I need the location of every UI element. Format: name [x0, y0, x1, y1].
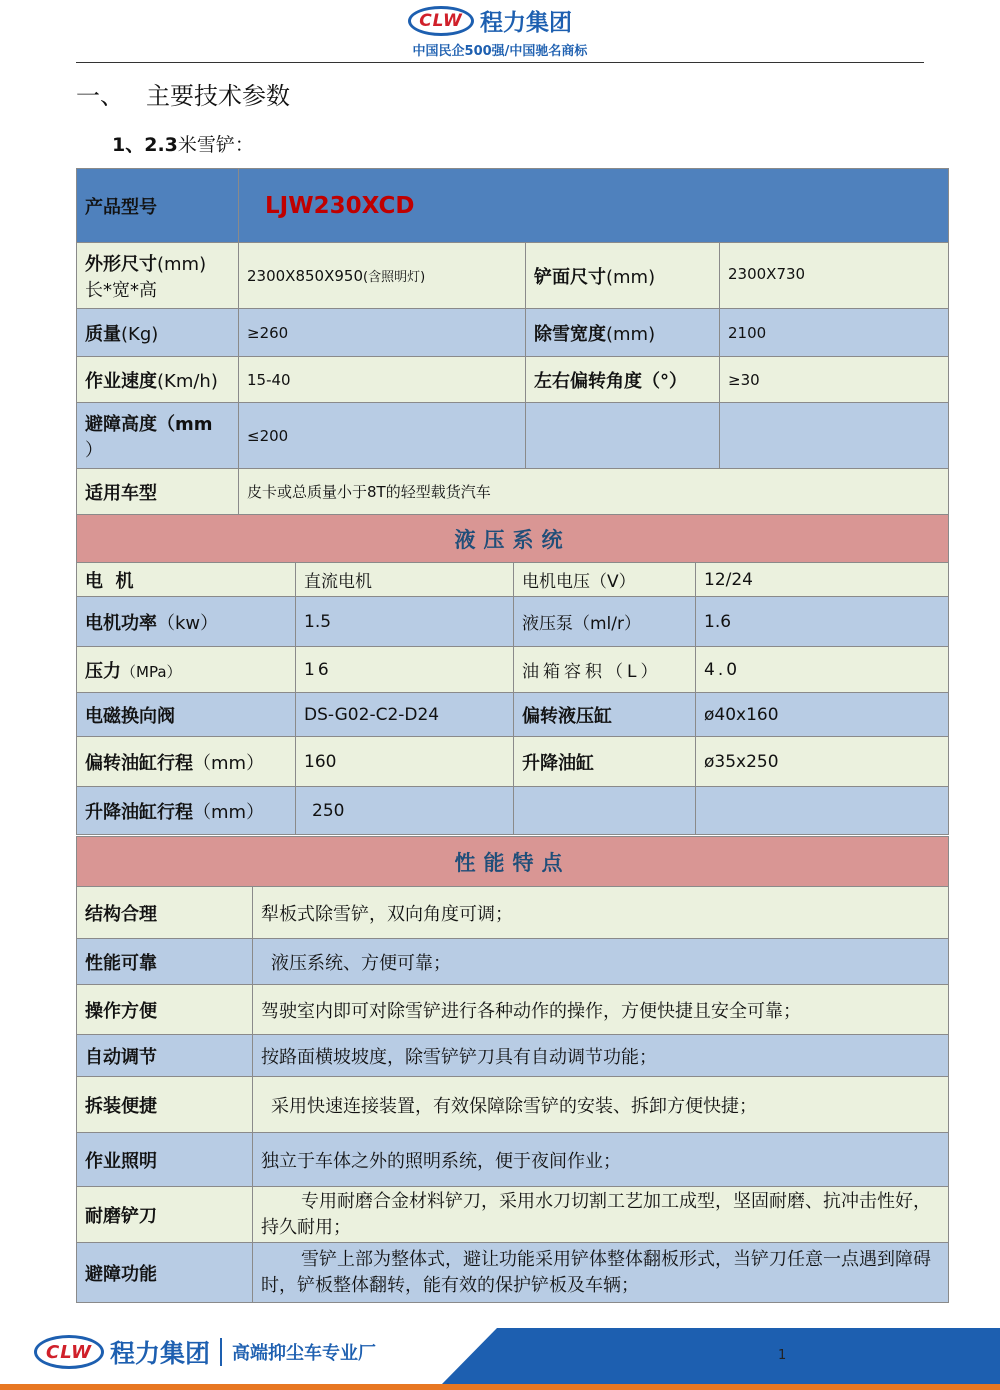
mass-value: ≥260	[239, 309, 526, 357]
feature-label: 自动调节	[77, 1035, 253, 1077]
feature-label: 避障功能	[77, 1243, 253, 1303]
motor-voltage-value: 12/24	[696, 563, 949, 597]
section-number: 一、	[76, 82, 124, 110]
dimension-label-text: 外形尺寸	[85, 253, 157, 275]
table-row	[77, 169, 949, 243]
tank-volume-value: 4.0	[696, 647, 949, 693]
pressure-label	[77, 647, 296, 693]
table-row	[77, 309, 949, 357]
feature-label: 性能可靠	[77, 939, 253, 985]
blade-size-value: 2300X730	[720, 243, 949, 309]
pump-label: 液压泵（ml/r）	[514, 597, 696, 647]
motor-voltage-label: 电机电压（V）	[514, 563, 696, 597]
tank-volume-label: 油箱容积（L）	[514, 647, 696, 693]
clw-logo-mark: CLW	[34, 1335, 104, 1369]
subsection-number: 1、2.3	[112, 134, 178, 156]
solenoid-valve-label: 电磁换向阀	[77, 693, 296, 737]
company-logo	[408, 4, 572, 37]
feature-text: 独立于车体之外的照明系统，便于夜间作业；	[253, 1133, 949, 1187]
table-row	[77, 469, 949, 515]
table-row	[77, 563, 949, 597]
header-divider	[76, 62, 924, 63]
pressure-unit: （MPa）	[121, 662, 182, 681]
speed-unit: (Km/h)	[157, 370, 218, 392]
clear-width-label	[526, 309, 720, 357]
table-row	[77, 647, 949, 693]
brand-name: 程力集团	[480, 10, 572, 36]
dimension-unit: (mm)	[157, 253, 207, 275]
deflection-stroke-unit: （mm）	[193, 752, 265, 774]
table-row	[77, 787, 949, 835]
table-row	[77, 1035, 949, 1077]
table-row	[77, 939, 949, 985]
feature-text: 采用快速连接装置，有效保障除雪铲的安装、拆卸方便快捷；	[253, 1077, 949, 1133]
dimension-sub-label: 长*宽*高	[85, 279, 157, 301]
deflection-cylinder-value: ø40x160	[696, 693, 949, 737]
table-row	[77, 1187, 949, 1243]
page-footer	[0, 1322, 1000, 1390]
page-header	[0, 0, 1000, 62]
pump-value: 1.6	[696, 597, 949, 647]
clear-width-unit: (mm)	[606, 323, 656, 345]
vehicle-type-label: 适用车型	[77, 469, 239, 515]
model-label: 产品型号	[77, 169, 239, 243]
feature-text: 犁板式除雪铲，双向角度可调；	[253, 887, 949, 939]
lift-stroke-label	[77, 787, 296, 835]
deflection-stroke-label-text: 偏转油缸行程	[85, 752, 193, 774]
obstacle-height-value: ≤200	[239, 403, 526, 469]
empty-cell	[514, 787, 696, 835]
blade-size-label-text: 铲面尺寸	[534, 266, 606, 288]
feature-label: 结构合理	[77, 887, 253, 939]
table-row	[77, 243, 949, 309]
table-row	[77, 693, 949, 737]
motor-power-unit: （kw）	[157, 612, 219, 634]
section-title	[76, 76, 290, 111]
speed-value: 15-40	[239, 357, 526, 403]
motor-value: 直流电机	[296, 563, 514, 597]
feature-text: 驾驶室内即可对除雪铲进行各种动作的操作，方便快捷且安全可靠；	[253, 985, 949, 1035]
obstacle-height-label-text: 避障高度（mm	[85, 413, 213, 435]
features-section-band: 性能特点	[77, 837, 949, 887]
empty-cell	[526, 403, 720, 469]
footer-orange-bar	[0, 1384, 1000, 1390]
motor-power-label-text: 电机功率	[85, 612, 157, 634]
feature-text: 按路面横坡坡度，除雪铲铲刀具有自动调节功能；	[253, 1035, 949, 1077]
mass-unit: (Kg)	[121, 323, 159, 345]
dimension-label	[77, 243, 239, 309]
empty-cell	[720, 403, 949, 469]
feature-text: 液压系统、方便可靠；	[253, 939, 949, 985]
table-row	[77, 1243, 949, 1303]
pressure-value: 16	[296, 647, 514, 693]
blade-size-label	[526, 243, 720, 309]
motor-power-value: 1.5	[296, 597, 514, 647]
clear-width-value: 2100	[720, 309, 949, 357]
blade-size-unit: (mm)	[606, 266, 656, 288]
table-row	[77, 515, 949, 563]
subsection-title-text: 米雪铲：	[177, 134, 254, 156]
lift-cylinder-label: 升降油缸	[514, 737, 696, 787]
mass-label-text: 质量	[85, 323, 121, 345]
page-number: 1	[778, 1348, 787, 1363]
section-title-text: 主要技术参数	[146, 82, 290, 110]
subsection-title	[112, 130, 254, 157]
table-row	[77, 1077, 949, 1133]
clw-logo-mark: CLW	[408, 6, 474, 36]
table-row	[77, 985, 949, 1035]
model-value: LJW230XCD	[239, 169, 949, 243]
feature-label: 拆装便捷	[77, 1077, 253, 1133]
table-row	[77, 837, 949, 887]
table-row	[77, 737, 949, 787]
clear-width-label-text: 除雪宽度	[534, 323, 606, 345]
footer-brand-name: 程力集团	[110, 1339, 211, 1368]
table-row	[77, 1133, 949, 1187]
feature-text: 专用耐磨合金材料铲刀，采用水刀切割工艺加工成型，坚固耐磨、抗冲击性好，持久耐用；	[253, 1187, 949, 1243]
dimension-value-text: 2300X850X950	[247, 267, 363, 285]
motor-power-label	[77, 597, 296, 647]
table-row	[77, 403, 949, 469]
footer-logo	[34, 1334, 376, 1370]
table-row	[77, 357, 949, 403]
feature-text: 雪铲上部为整体式，避让功能采用铲体整体翻板形式，当铲刀任意一点遇到障碍时，铲板整体翻转，能有效的保护铲板及车辆；	[253, 1243, 949, 1303]
empty-cell	[696, 787, 949, 835]
lift-stroke-label-text: 升降油缸行程	[85, 801, 193, 823]
footer-blue-band	[442, 1328, 1000, 1384]
header-tagline: 中国民企500强/中国驰名商标	[412, 44, 588, 59]
lift-stroke-value: 250	[296, 787, 514, 835]
lift-stroke-unit: （mm）	[193, 801, 265, 823]
hydraulic-section-band: 液压系统	[77, 515, 949, 563]
mass-label	[77, 309, 239, 357]
feature-label: 耐磨铲刀	[77, 1187, 253, 1243]
dimension-note: (含照明灯)	[363, 270, 426, 285]
motor-label: 电 机	[77, 563, 296, 597]
lift-cylinder-value: ø35x250	[696, 737, 949, 787]
deflection-angle-value: ≥30	[720, 357, 949, 403]
solenoid-valve-value: DS-G02-C2-D24	[296, 693, 514, 737]
obstacle-height-label	[77, 403, 239, 469]
speed-label-text: 作业速度	[85, 370, 157, 392]
feature-label: 作业照明	[77, 1133, 253, 1187]
obstacle-height-label-cont: ）	[85, 439, 103, 461]
deflection-stroke-value: 160	[296, 737, 514, 787]
footer-slogan: 高端抑尘车专业厂	[232, 1343, 377, 1364]
footer-divider	[220, 1338, 222, 1366]
table-row	[77, 887, 949, 939]
vehicle-type-value: 皮卡或总质量小于8T的轻型载货汽车	[239, 469, 949, 515]
deflection-angle-label: 左右偏转角度（°）	[526, 357, 720, 403]
features-table	[76, 836, 949, 1303]
deflection-stroke-label	[77, 737, 296, 787]
spec-table	[76, 168, 949, 515]
table-row	[77, 597, 949, 647]
pressure-label-text: 压力	[85, 660, 121, 682]
speed-label	[77, 357, 239, 403]
deflection-cylinder-label: 偏转液压缸	[514, 693, 696, 737]
feature-label: 操作方便	[77, 985, 253, 1035]
dimension-value	[239, 243, 526, 309]
hydraulic-table	[76, 514, 949, 835]
